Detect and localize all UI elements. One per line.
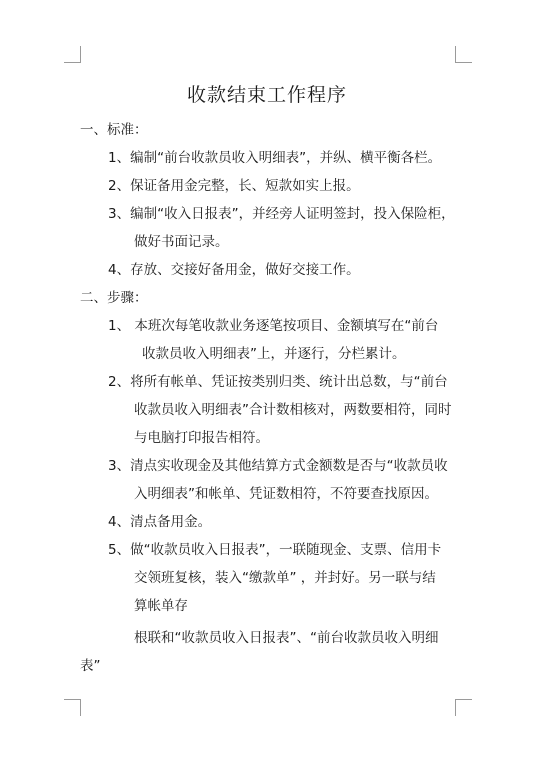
step-item-5-continued-3: 根联和“收款员收入日报表”、“前台收款员收入明细: [134, 630, 439, 646]
page-corner-mark-top-left: [64, 46, 81, 63]
step-item-2-continued-2: 与电脑打印报告相符。: [134, 430, 269, 446]
step-item-3-continued: 入明细表”和帐单、凭证数相符，不符要查找原因。: [134, 486, 438, 502]
step-item-1-continued: 收款员收入明细表”上，并逐行，分栏累计。: [142, 346, 406, 362]
page-corner-mark-bottom-left: [64, 699, 81, 716]
standard-item-1: 1、编制“前台收款员收入明细表”，并纵、横平衡各栏。: [108, 150, 442, 166]
step-item-2-continued: 收款员收入明细表”合计数相核对，两数要相符，同时: [134, 402, 452, 418]
step-item-5-continued-4: 表”: [80, 658, 101, 674]
section-heading-steps: 二、步骤：: [80, 290, 148, 306]
page-corner-mark-top-right: [455, 46, 472, 63]
standard-item-3: 3、编制“收入日报表”，并经旁人证明签封，投入保险柜，: [108, 206, 455, 222]
document-title: 收款结束工作程序: [186, 84, 347, 106]
page-corner-mark-bottom-right: [455, 699, 472, 716]
step-item-1: 1、 本班次每笔收款业务逐笔按项目、金额填写在“前台: [108, 318, 439, 334]
step-item-3: 3、清点实收现金及其他结算方式金额数是否与“收款员收: [108, 458, 448, 474]
step-item-5-continued-2: 算帐单存: [134, 598, 188, 614]
standard-item-2: 2、保证备用金完整，长、短款如实上报。: [108, 178, 360, 194]
standard-item-4: 4、存放、交接好备用金，做好交接工作。: [108, 262, 360, 278]
step-item-5-continued: 交领班复核，装入“缴款单” ，并封好。另一联与结: [134, 570, 436, 586]
step-item-5: 5、做“收款员收入日报表”，一联随现金、支票、信用卡: [108, 542, 442, 558]
standard-item-3-continued: 做好书面记录。: [134, 234, 229, 250]
section-heading-standards: 一、标准：: [80, 122, 148, 138]
step-item-4: 4、清点备用金。: [108, 514, 212, 530]
step-item-2: 2、将所有帐单、凭证按类别归类、统计出总数，与“前台: [108, 374, 448, 390]
